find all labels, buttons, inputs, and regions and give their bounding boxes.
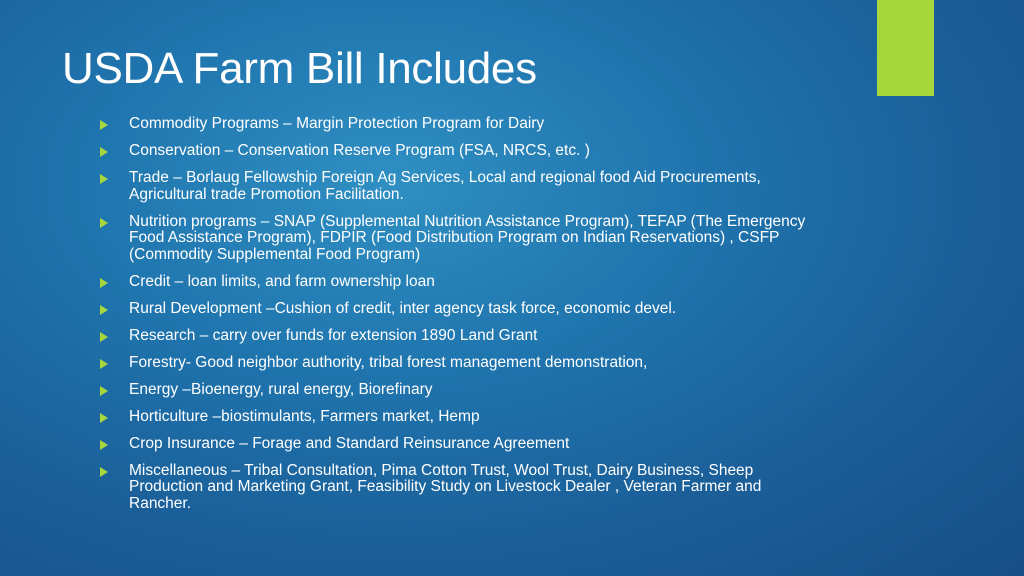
- bullet-text: Miscellaneous – Tribal Consultation, Pima Cotton Trust, Wool Trust, Dairy Business, Sheep Production and Marketing Grant, Feasibility Study on Livestock Dealer , Veteran Farmer and Rancher.: [129, 461, 762, 512]
- bullet-text: Forestry- Good neighbor authority, tribal forest management demonstration,: [129, 353, 648, 371]
- bullet-text: Crop Insurance – Forage and Standard Reinsurance Agreement: [129, 434, 570, 452]
- arrow-bullet-icon: [100, 278, 108, 288]
- bullet-item-horticulture: [100, 409, 820, 426]
- bullet-item-research: [100, 328, 820, 345]
- bullet-text: Horticulture –biostimulants, Farmers market, Hemp: [129, 407, 480, 425]
- slide-title: USDA Farm Bill Includes: [62, 44, 537, 93]
- arrow-bullet-icon: [100, 332, 108, 342]
- bullet-text: Credit – loan limits, and farm ownership loan: [129, 272, 435, 290]
- bullet-item-miscellaneous: [100, 463, 820, 513]
- bullet-item-forestry: [100, 355, 820, 372]
- accent-bar: [877, 0, 934, 96]
- bullet-item-rural-development: [100, 301, 820, 318]
- arrow-bullet-icon: [100, 174, 108, 184]
- arrow-bullet-icon: [100, 120, 108, 130]
- bullet-text: Conservation – Conservation Reserve Program (FSA, NRCS, etc. ): [129, 142, 590, 159]
- bullet-item-commodity: [100, 116, 820, 133]
- bullet-text: Nutrition programs – SNAP (Supplemental Nutrition Assistance Program), TEFAP (The Emergency Food Assistance Program), FDPIR (Food Distribution Program on Indian Reservations) , CSFP (Commodity Supplemental Food Program): [129, 212, 806, 263]
- bullet-item-energy: [100, 382, 820, 399]
- bullet-list: [100, 116, 820, 523]
- bullet-text: Commodity Programs – Margin Protection Program for Dairy: [129, 115, 545, 132]
- bullet-item-trade: [100, 170, 820, 203]
- bullet-text: Research – carry over funds for extension 1890 Land Grant: [129, 326, 538, 344]
- arrow-bullet-icon: [100, 359, 108, 369]
- bullet-item-credit: [100, 274, 820, 291]
- arrow-bullet-icon: [100, 218, 108, 228]
- arrow-bullet-icon: [100, 413, 108, 423]
- arrow-bullet-icon: [100, 440, 108, 450]
- bullet-text: Energy –Bioenergy, rural energy, Biorefinary: [129, 380, 433, 398]
- bullet-item-nutrition: [100, 214, 820, 264]
- arrow-bullet-icon: [100, 386, 108, 396]
- bullet-item-crop-insurance: [100, 436, 820, 453]
- arrow-bullet-icon: [100, 305, 108, 315]
- bullet-item-conservation: [100, 143, 820, 160]
- arrow-bullet-icon: [100, 467, 108, 477]
- bullet-text: Trade – Borlaug Fellowship Foreign Ag Services, Local and regional food Aid Procurements, Agricultural trade Promotion Facilitation.: [129, 169, 761, 203]
- arrow-bullet-icon: [100, 147, 108, 157]
- bullet-text: Rural Development –Cushion of credit, inter agency task force, economic devel.: [129, 299, 677, 317]
